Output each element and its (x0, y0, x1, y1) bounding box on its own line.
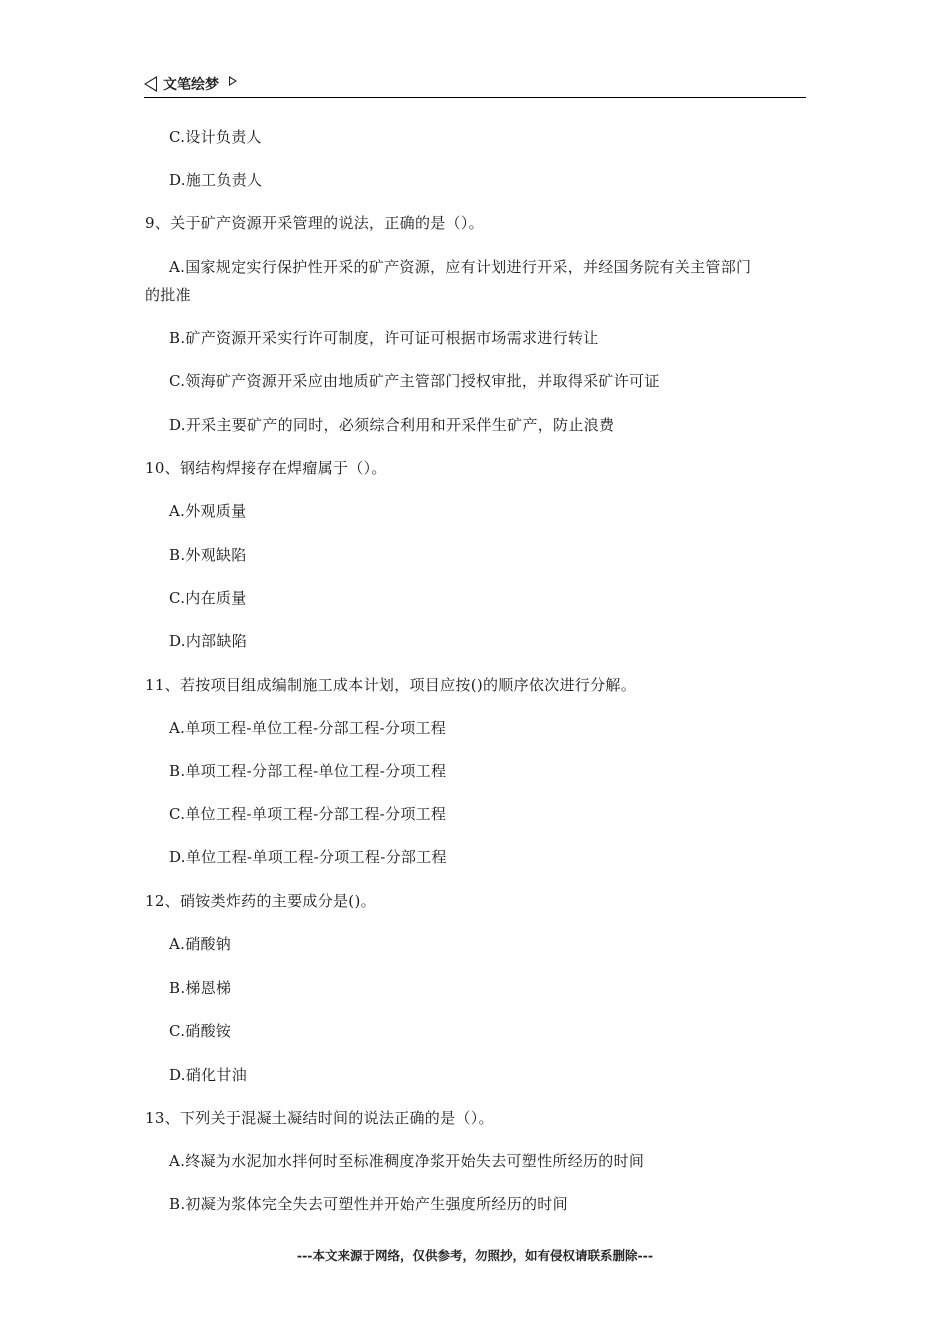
option-c-q10: C.内在质量 (169, 589, 247, 607)
option-b-q13: B.初凝为浆体完全失去可塑性并开始产生强度所经历的时间 (169, 1195, 568, 1213)
option-b-q9: B.矿产资源开采实行许可制度，许可证可根据市场需求进行转让 (169, 329, 599, 347)
option-c-q12: C.硝酸铵 (169, 1022, 232, 1040)
left-triangle-icon (144, 76, 157, 92)
option-d-q10: D.内部缺陷 (169, 632, 248, 650)
question-10: 10、钢结构焊接存在焊瘤属于（）。 (145, 459, 387, 477)
page-header (144, 74, 806, 98)
option-d-q12: D.硝化甘油 (169, 1066, 248, 1084)
option-c-q8: C.设计负责人 (169, 128, 262, 146)
option-a-q12: A.硝酸钠 (169, 935, 232, 953)
right-triangle-icon (229, 76, 237, 86)
question-9: 9、关于矿产资源开采管理的说法，正确的是（）。 (145, 214, 484, 232)
question-11: 11、若按项目组成编制施工成本计划，项目应按()的顺序依次进行分解。 (145, 676, 636, 694)
option-a-q9-cont: 的批准 (145, 286, 191, 304)
option-c-q11: C.单位工程-单项工程-分部工程-分项工程 (169, 805, 447, 823)
header-divider (144, 97, 806, 98)
option-b-q10: B.外观缺陷 (169, 546, 247, 564)
option-b-q12: B.梯恩梯 (169, 979, 232, 997)
option-a-q11: A.单项工程-单位工程-分部工程-分项工程 (169, 719, 447, 737)
option-c-q9: C.领海矿产资源开采应由地质矿产主管部门授权审批，并取得采矿许可证 (169, 372, 660, 390)
footer-disclaimer: ---本文来源于网络，仅供参考，勿照抄，如有侵权请联系删除--- (296, 1248, 654, 1263)
option-b-q11: B.单项工程-分部工程-单位工程-分项工程 (169, 762, 447, 780)
option-d-q11: D.单位工程-单项工程-分项工程-分部工程 (169, 848, 447, 866)
question-12: 12、硝铵类炸药的主要成分是()。 (145, 892, 376, 910)
option-d-q9: D.开采主要矿产的同时，必须综合利用和开采伴生矿产，防止浪费 (169, 416, 615, 434)
option-d-q8: D.施工负责人 (169, 171, 263, 189)
option-a-q10: A.外观质量 (169, 502, 247, 520)
option-a-q9: A.国家规定实行保护性开采的矿产资源，应有计划进行开采，并经国务院有关主管部门 (169, 258, 752, 276)
brand-name: 文笔绘梦 (163, 77, 219, 93)
option-a-q13: A.终凝为水泥加水拌何时至标准稠度净浆开始失去可塑性所经历的时间 (169, 1152, 645, 1170)
brand (144, 74, 237, 94)
question-13: 13、下列关于混凝土凝结时间的说法正确的是（）。 (145, 1109, 494, 1127)
